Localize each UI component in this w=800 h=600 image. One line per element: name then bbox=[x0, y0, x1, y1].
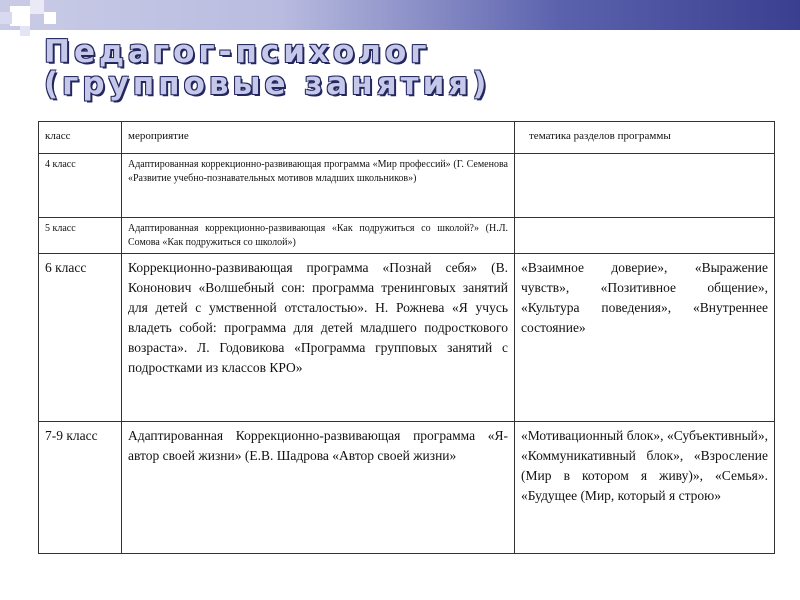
cell-topics: «Взаимное доверие», «Выражение чувств», «Позитивное общение», «Культура поведения», «Внутреннее состояние» bbox=[515, 254, 775, 422]
cell-activity: Адаптированная Коррекционно-развивающая программа «Я- автор своей жизни» (Е.В. Шадрова «Автор своей жизни» bbox=[122, 422, 515, 554]
cell-topics bbox=[515, 154, 775, 218]
cell-topics bbox=[515, 218, 775, 254]
decorative-square bbox=[10, 6, 30, 26]
program-table bbox=[38, 121, 775, 554]
cell-activity: Коррекционно-развивающая программа «Познай себя» (В. Кононович «Волшебный сон: программа тренинговых занятий для детей с умственной отсталостью». Н. Рожнева «Я учусь владеть собой: программа для детей младшего подросткового возраста». Л. Годовикова «Программа групповых занятий с подростками из классов КРО» bbox=[122, 254, 515, 422]
cell-grade: 4 класс bbox=[39, 154, 122, 218]
header-topics: тематика разделов программы bbox=[515, 122, 775, 154]
cell-grade: 5 класс bbox=[39, 218, 122, 254]
header-grade: класс bbox=[39, 122, 122, 154]
table-header-row bbox=[39, 122, 775, 154]
slide-title-line2: (групповые занятия) bbox=[44, 66, 491, 102]
table-row bbox=[39, 254, 775, 422]
cell-activity: Адаптированная коррекционно-развивающая «Как подружиться со школой?» (Н.Л. Сомова «Как подружиться со школой») bbox=[122, 218, 515, 254]
header-activity: мероприятие bbox=[122, 122, 515, 154]
slide-title-line1: Педагог-психолог bbox=[44, 34, 431, 70]
slide-title bbox=[44, 36, 490, 100]
decorative-square bbox=[20, 26, 30, 36]
decorative-square bbox=[0, 12, 12, 24]
table-row bbox=[39, 422, 775, 554]
cell-activity: Адаптированная коррекционно-развивающая программа «Мир профессий» (Г. Семенова «Развитие учебно-познавательных мотивов младших школьников») bbox=[122, 154, 515, 218]
decorative-square bbox=[44, 12, 56, 24]
cell-grade: 7-9 класс bbox=[39, 422, 122, 554]
table-row bbox=[39, 154, 775, 218]
cell-topics: «Мотивационный блок», «Субъективный», «Коммуникативный блок», «Взросление (Мир в котором я живу)», «Семья». «Будущее (Мир, который я строю» bbox=[515, 422, 775, 554]
decorative-square bbox=[30, 0, 44, 14]
slide-header-bar bbox=[0, 0, 800, 30]
cell-grade: 6 класс bbox=[39, 254, 122, 422]
table-row bbox=[39, 218, 775, 254]
